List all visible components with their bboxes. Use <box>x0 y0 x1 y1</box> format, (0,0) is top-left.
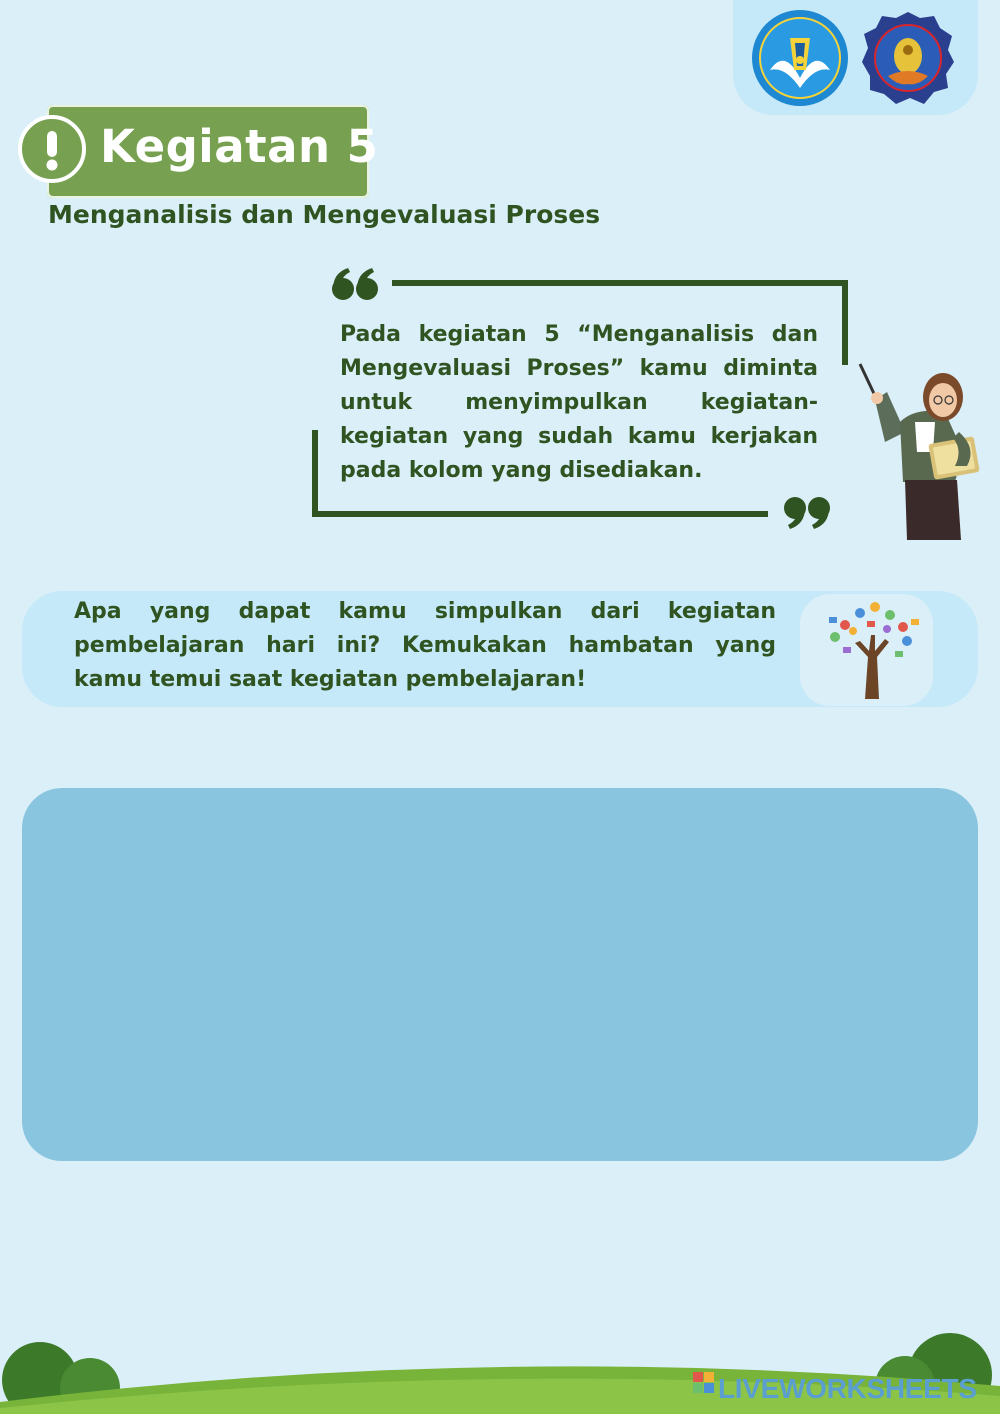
question-text: Apa yang dapat kamu simpulkan dari kegiatan pembelajaran hari ini? Kemukakan hambatan yang kamu temui saat kegiatan pembelajaran! <box>74 599 776 692</box>
book-tree-illustration <box>815 595 925 699</box>
ministry-logo <box>750 8 850 108</box>
undiksha-logo <box>860 10 956 106</box>
quote-close-icon <box>784 497 830 529</box>
liveworksheets-brand: LIVEWORKSHEETS <box>718 1373 977 1404</box>
liveworksheets-logo-icon <box>693 1372 715 1406</box>
teacher-illustration <box>855 362 990 540</box>
exclamation-icon <box>18 115 86 183</box>
activity-subtitle: Menganalisis dan Mengevaluasi Proses <box>48 200 601 229</box>
instruction-text: Pada kegiatan 5 “Menganalisis dan Mengevaluasi Proses” kamu diminta untuk menyimpulkan kegiatan-kegiatan yang sudah kamu kerjakan pada kolom yang disediakan. <box>340 322 818 483</box>
activity-title: Kegiatan 5 <box>100 120 379 173</box>
quote-open-icon <box>332 268 378 300</box>
answer-textarea[interactable] <box>22 788 978 1161</box>
